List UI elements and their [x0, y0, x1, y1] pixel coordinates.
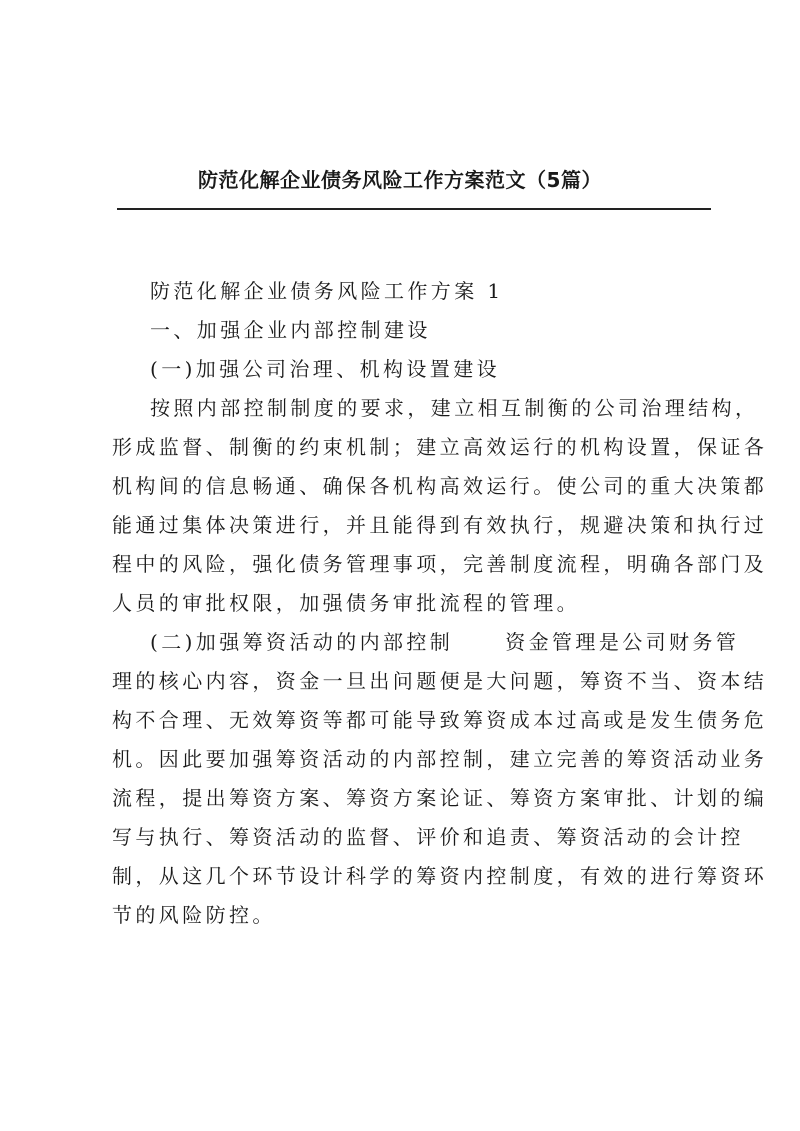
paragraph-2-line: 流程，提出筹资方案、筹资方案论证、筹资方案审批、计划的编 — [112, 786, 768, 810]
sub-heading-2-line — [112, 623, 740, 662]
paragraph-2-line: 理的核心内容，资金一旦出问题便是大问题，筹资不当、资本结 — [112, 669, 768, 693]
paragraph-2-line: 机。因此要加强筹资活动的内部控制，建立完善的筹资活动业务 — [112, 747, 768, 771]
paragraph-2-line: 构不合理、无效筹资等都可能导致筹资成本过高或是发生债务危 — [112, 708, 768, 732]
sub-heading-2: (二)加强筹资活动的内部控制 — [150, 630, 454, 654]
paragraph-1-line: 程中的风险，强化债务管理事项，完善制度流程，明确各部门及 — [112, 552, 768, 576]
paragraph-1-line: 按照内部控制制度的要求，建立相互制衡的公司治理结构， — [150, 396, 759, 420]
title-divider — [117, 208, 711, 210]
sub-heading-1: (一)加强公司治理、机构设置建设 — [150, 357, 501, 381]
heading-1: 一、加强企业内部控制建设 — [150, 318, 431, 342]
paragraph-1-line: 人员的审批权限，加强债务审批流程的管理。 — [112, 591, 580, 615]
paragraph-2-line: 制，从这几个环节设计科学的筹资内控制度，有效的进行筹资环 — [112, 864, 768, 888]
paragraph-2-line: 节的风险防控。 — [112, 903, 276, 927]
paragraph-2-first: 资金管理是公司财务管 — [505, 630, 740, 654]
paragraph-1-line: 形成监督、制衡的约束机制；建立高效运行的机构设置，保证各 — [112, 435, 768, 459]
document-title: 防范化解企业债务风险工作方案范文（5篇） — [198, 168, 602, 192]
section-heading: 防范化解企业债务风险工作方案 1 — [150, 279, 504, 303]
paragraph-1-line: 机构间的信息畅通、确保各机构高效运行。使公司的重大决策都 — [112, 474, 768, 498]
paragraph-1-line: 能通过集体决策进行，并且能得到有效执行，规避决策和执行过 — [112, 513, 768, 537]
document-body — [112, 272, 768, 935]
paragraph-2-line: 写与执行、筹资活动的监督、评价和追责、筹资活动的会计控 — [112, 825, 744, 849]
